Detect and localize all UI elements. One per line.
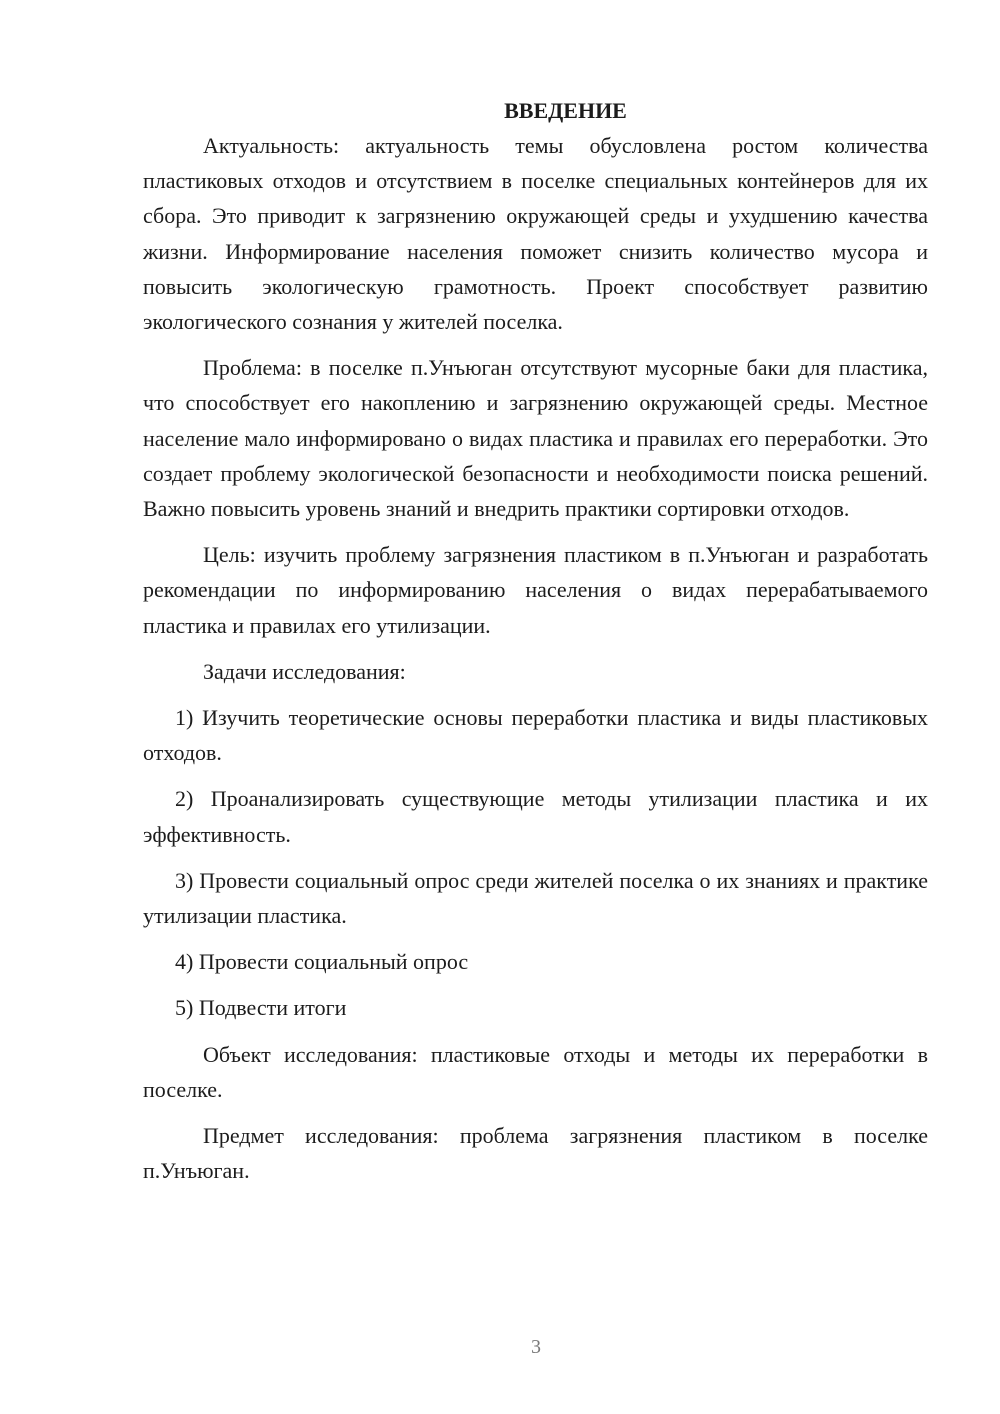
page-title: ВВЕДЕНИЕ: [504, 98, 627, 123]
object-paragraph: Объект исследования: пластиковые отходы и методы их переработки в поселке.: [143, 1041, 928, 1102]
task-item-4: 4) Провести социальный опрос: [175, 949, 469, 975]
document-page: [143, 93, 928, 1188]
relevance-paragraph: Актуальность: актуальность темы обусловлена ростом количества пластиковых отходов и отсутствием в поселке специальных контейнеров для их сбора. Это приводит к загрязнению окружающей среды и ухудшению качества жизни. Информирование населения поможет снизить количество мусора и повысить экологическую грамотность. Проект способствует развитию экологического сознания у жителей поселка.: [143, 133, 928, 335]
task-item-1: 1) Изучить теоретические основы переработки пластика и виды пластиковых отходов.: [143, 705, 928, 766]
task-item-3: 3) Провести социальный опрос среди жителей поселка о их знаниях и практике утилизации пластика.: [143, 867, 928, 929]
task-item-5: 5) Подвести итоги: [175, 995, 347, 1021]
goal-paragraph: Цель: изучить проблему загрязнения пластиком в п.Унъюган и разработать рекомендации по информированию населения о видах перерабатываемого пластика и правилах его утилизации.: [143, 542, 928, 638]
problem-paragraph: Проблема: в поселке п.Унъюган отсутствуют мусорные баки для пластика, что способствует его накоплению и загрязнению окружающей среды. Местное население мало информировано о видах пластика и правилах его переработки. Это создает проблему экологической безопасности и необходимости поиска решений. Важно повысить уровень знаний и внедрить практики сортировки отходов.: [143, 355, 928, 522]
page-number: 3: [531, 1336, 541, 1358]
tasks-heading: Задачи исследования:: [203, 658, 406, 684]
task-item-2: 2) Проанализировать существующие методы утилизации пластика и их эффективность.: [143, 786, 928, 847]
subject-paragraph: Предмет исследования: проблема загрязнения пластиком в поселке п.Унъюган.: [143, 1123, 928, 1184]
